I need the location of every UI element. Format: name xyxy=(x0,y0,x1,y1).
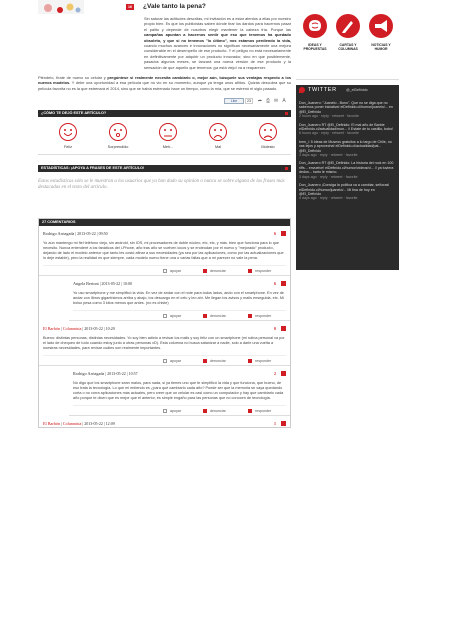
mood-label: Meh... xyxy=(162,145,174,150)
comment-author[interactable]: El Barbón xyxy=(43,326,61,332)
report-link[interactable]: denunciar xyxy=(210,269,226,274)
report-link[interactable]: denunciar xyxy=(210,314,226,319)
report-icon[interactable] xyxy=(203,359,207,363)
vote-count: 0 xyxy=(274,326,276,332)
comment-author[interactable]: El Barbón xyxy=(43,421,61,427)
twitter-bird-icon xyxy=(299,87,305,93)
comment-date: 2013-05-22 | 10:57 xyxy=(107,371,138,377)
mood-selector xyxy=(38,117,291,155)
comments-section xyxy=(38,218,291,428)
neutral-face-icon xyxy=(159,123,177,141)
tweet xyxy=(299,123,396,136)
vote-icon[interactable] xyxy=(281,421,286,426)
twitter-title: TWITTER xyxy=(308,87,337,93)
comment-count-badge[interactable]: 16 xyxy=(126,4,134,10)
comment-actions xyxy=(73,310,286,320)
comment-date: 2013-05-22 | 12:09 xyxy=(84,421,115,427)
comment-author[interactable]: Rodrigo Arriagada xyxy=(43,231,75,237)
mood-header xyxy=(38,110,291,117)
columnist-badge: Columnista xyxy=(62,421,82,427)
reply-icon[interactable] xyxy=(248,359,252,363)
angry-face-icon xyxy=(259,123,277,141)
tweet xyxy=(299,140,396,158)
mood-label: Molesto xyxy=(261,145,275,150)
share-icon[interactable]: ➦ xyxy=(257,98,263,105)
comment-reply xyxy=(69,276,290,321)
section-links xyxy=(296,0,399,80)
font-size-icon[interactable]: A xyxy=(282,98,286,105)
comments-header xyxy=(39,219,290,226)
comment-actions xyxy=(43,355,286,365)
vote-icon[interactable] xyxy=(281,281,286,286)
comment-meta: El Barbón | Columnista | 2013-05-22 | 10:20 0 xyxy=(43,325,286,332)
comment-meta: Angela Bertoni | 2013-05-22 | 10:00 6 xyxy=(73,280,286,287)
comment-meta: El Barbón | Columnista | 2013-05-22 | 12:09 1 xyxy=(43,420,286,427)
vote-icon[interactable] xyxy=(281,231,286,236)
report-icon[interactable] xyxy=(203,314,207,318)
share-bar xyxy=(38,97,291,106)
tweet xyxy=(299,161,396,179)
comment-text: Yo aún mantengo mi fiel teléfono viejo, sin android, sin IOS, mi procesadores de doble núcleo, etc, etc, y más. bien que funciona para lo que necesito. Nunca entenderé a los fanáticos del i-Phone, año tras año se vuelven locos y se endeudan por el nuevo y "mejorado" producto, dejando de lado el modelo anterior que tanto les costó afinar a sus necesidades (ya sea por las aplicaciones, como por las actualizaciones que lo deje estable), pero la realidad es que siempre, cada modelo nuevo tiene una o varias fallas que a mí parecer no vale la pena. xyxy=(43,241,284,261)
section-label: IDEAS Y PROPUESTAS xyxy=(303,43,327,52)
comment-meta: Rodrigo Arriagada | 2013-05-22 | 10:57 2 xyxy=(73,370,286,377)
print-icon[interactable]: ⎙ xyxy=(265,98,270,105)
vote-icon[interactable] xyxy=(281,326,286,331)
comment-author[interactable]: Angela Bertoni xyxy=(73,281,99,287)
mood-label: Sorprendido xyxy=(107,145,129,150)
mood-sorprendido[interactable] xyxy=(98,123,138,149)
vote-count: 6 xyxy=(274,231,276,237)
support-link[interactable]: apoyar xyxy=(170,409,181,414)
brain-icon xyxy=(303,14,327,38)
mood-header-label: ¿CÓMO TE DEJÓ ESTE ARTÍCULO? xyxy=(41,111,107,116)
support-checkbox-icon[interactable] xyxy=(163,409,167,413)
comment-text: Bueno: distintas personas, distintas necesidades. Yo soy bien adicto a revisar los mails y soy feliz con un smartphone (mi rutina personal va por el lado de chequeo de todo cuando estoy junto a otras personas xD). Esta columna no busca satanizar a nadie, solo a darle una vuelta a nuestras necesidades, para revisar cuáles son realmente importantes. xyxy=(43,336,285,351)
tweet-meta[interactable]: 2 hours ago · reply · retweet · favorite xyxy=(299,114,359,119)
section-cartas[interactable] xyxy=(333,14,363,51)
support-checkbox-icon[interactable] xyxy=(163,269,167,273)
twitter-handle[interactable]: @_elDefinido xyxy=(346,88,368,92)
tweet-meta[interactable]: 4 days ago · reply · retweet · favorite xyxy=(299,196,358,201)
reply-icon[interactable] xyxy=(248,409,252,413)
article-paragraph: Sin saturar las actitudes descritas, mi invitación es a estar atentos a ellas por nuestro propio bien. Es que los publicistas saben dónde tirar los dardos para hacernos pasar el palito y depende de nosotros elegir mantener la cabeza fría. Porque las campañas apuntan a hacernos sentir que eso que tenemos ha quedado obsoleto, y que si no tenemos "lo último", nos estamos perdiendo la vida, cuando muchos avances e innovaciones no significan necesariamente una mejora considerable en el desempeño de ese producto. Y el peligro no está necesariamente en definitivamente por adquirir un producto innovador, sino en que posiblemente, pasados algunos meses, se lanzará una nueva versión de ese producto y la sensación de que aquello que tenemos ¡ya está viejo! va a reaparecer. xyxy=(144,16,291,70)
email-icon[interactable]: ✉ xyxy=(273,98,279,105)
comment-author[interactable]: Rodrigo Arriagada xyxy=(73,371,105,377)
mood-feliz[interactable] xyxy=(48,123,88,149)
tweet xyxy=(299,101,396,119)
article-paragraph: Pténdelo, fírate de nuevo su celular y pregúntese si realmente necesita cambiarlo o, mejor aún, búsquele sus ventajas respecto a los nuevos modelos. Y debe una oportunidad a esa película que no vio en su momento, aunque ya tenga unos añitos. Quizás descubra que su película favorita no es la que estrenará el 2014, sino que se había estrenado hace un tiempo, como la mía, que se estrenó el siglo pasado. xyxy=(38,75,292,91)
header-accent xyxy=(285,112,288,115)
tweet-text: Don_Juanero: "Juanelo - Bono". Que no se diga que no sabemos poner iniciativa! elDefinido.cl/humor/juanelo/... en @El_Definido xyxy=(299,101,393,114)
article-image xyxy=(38,0,84,14)
vote-count: 1 xyxy=(274,421,276,427)
section-noticias[interactable] xyxy=(366,14,396,51)
support-link[interactable]: apoyar xyxy=(170,269,181,274)
comment-reply xyxy=(69,366,290,416)
main-column xyxy=(38,0,291,428)
comment-text: Yo uso smartphone y me simplificó la vida. En vez de andar con el note para todos lados, ando con el smartphone. En vez de andar con libros gigantísimos arriba y abajo, los descargo en el celu y leo ahí. Me llegan los avisos y mails enseguida, etc. Mi bolso pesa como 3 kilos menos que antes. (no es chiste) xyxy=(73,291,284,306)
support-checkbox-icon[interactable] xyxy=(163,359,167,363)
tweet-meta[interactable]: 3 days ago · reply · retweet · favorite xyxy=(299,153,358,158)
comment-date: 2013-05-22 | 10:00 xyxy=(101,281,133,287)
report-icon[interactable] xyxy=(203,409,207,413)
mood-mal[interactable] xyxy=(198,123,238,149)
pen-icon xyxy=(336,14,360,38)
twitter-feed xyxy=(296,95,399,270)
stats-text: Estas estadísticas sólo se le muestran a los usuarios que ya han dado su opinión o nunca se sobre alguna de las frases más destacadas en el texto del artículo. xyxy=(38,179,285,191)
reply-link[interactable]: responder xyxy=(255,409,272,414)
mood-label: Mal xyxy=(214,145,222,150)
tweet xyxy=(299,183,396,201)
reply-icon[interactable] xyxy=(248,314,252,318)
comment-actions xyxy=(73,405,286,415)
sad-face-icon xyxy=(209,123,227,141)
mood-molesto[interactable] xyxy=(248,123,288,149)
vote-count: 2 xyxy=(274,371,276,377)
comment-actions xyxy=(43,265,286,275)
vote-count: 6 xyxy=(274,281,276,287)
megaphone-icon xyxy=(369,14,393,38)
header-accent xyxy=(285,167,288,170)
article-title: ¿Vale tanto la pena? xyxy=(143,3,206,10)
support-checkbox-icon[interactable] xyxy=(163,314,167,318)
happy-face-icon xyxy=(59,123,77,141)
tweet-meta[interactable]: 3 days ago · reply · retweet · favorite xyxy=(299,174,358,179)
comments-header-label: 27 COMENTARIOS xyxy=(42,220,76,225)
tweet-text: Don_Juanero RT @El_Definido: El mal año de Barbie elDefinido.cl/actualidad/mun... // Estate de tu castillo, bobo! xyxy=(299,122,394,132)
tweet-meta[interactable]: 6 hours ago · reply · retweet · favorite xyxy=(299,131,359,136)
stats-header xyxy=(38,165,291,172)
report-link[interactable]: denunciar xyxy=(210,409,226,414)
support-link[interactable]: apoyar xyxy=(170,359,181,364)
reply-link[interactable]: responder xyxy=(255,269,272,274)
tweet-text: Don_Juanero RT @El_Definido: La historia del rock en 100 riffs... envuelve! elDefinido.cl/humor/videos/vi... // ya tuviera dedos... harto le mismo. xyxy=(299,161,394,175)
report-link[interactable]: denunciar xyxy=(210,359,226,364)
comment-text: No digo que los smartphone sean malos, para nada, si ya tienes uno que te simplificó la vida y que funciona, que bueno, de eso trata la tecnología. Lo que mi entiendo es ¿para qué cambiarlo cada año? Puede ser que la memoria se vaya quedando corta o no corra aplicaciones más actuales, pero creer que un celular es casi como un computador y hay que cambiarlo cada año porque te dicen que es mejor que el anterior, es simple engaño para las personas que no conocen de tecnología. xyxy=(73,381,284,401)
mood-meh[interactable] xyxy=(148,123,188,149)
comment xyxy=(39,321,290,366)
section-label: CARTAS Y COLUMNAS xyxy=(338,43,358,52)
reply-link[interactable]: responder xyxy=(255,359,272,364)
section-label: NOTICIAS Y HUMOR xyxy=(371,43,391,52)
vote-icon[interactable] xyxy=(281,371,286,376)
like-count: 23 xyxy=(245,98,253,104)
facebook-like-button[interactable]: Like xyxy=(224,98,244,104)
comment xyxy=(39,226,290,276)
tweet-text: Don_Juanero ¡Consiga la política va a cambiar, señoras! elDefinido.cl/humor/juanelo/... Mi tina de hoy en @El_Definido xyxy=(299,183,390,196)
article-head xyxy=(38,0,291,14)
comment-meta: Rodrigo Arriagada | 2013-05-22 | 09:50 6 xyxy=(43,230,286,237)
reply-link[interactable]: responder xyxy=(255,314,272,319)
tweet-text: bmn_i: 5 ideas de Museos gratuitos a lo largo de Chile, no vas lejos y aprovecha! elDefinido.cl/actualidad/pai... @El_Definido xyxy=(299,139,392,153)
support-link[interactable]: apoyar xyxy=(170,314,181,319)
columnist-badge: Columnista xyxy=(62,326,82,332)
report-icon[interactable] xyxy=(203,269,207,273)
stats-header-label: ESTADÍSTICAS: ¡APOYA A FRASES DE ESTE ARTÍCULO! xyxy=(41,166,145,171)
comment-date: 2013-05-22 | 09:50 xyxy=(77,231,108,237)
surprised-face-icon xyxy=(109,123,127,141)
twitter-header xyxy=(296,85,399,95)
mood-label: Feliz xyxy=(63,145,73,150)
comment-date: 2013-05-22 | 10:20 xyxy=(84,326,115,332)
comment xyxy=(39,416,290,427)
sidebar xyxy=(296,0,399,270)
reply-icon[interactable] xyxy=(248,269,252,273)
section-ideas[interactable] xyxy=(300,14,330,51)
